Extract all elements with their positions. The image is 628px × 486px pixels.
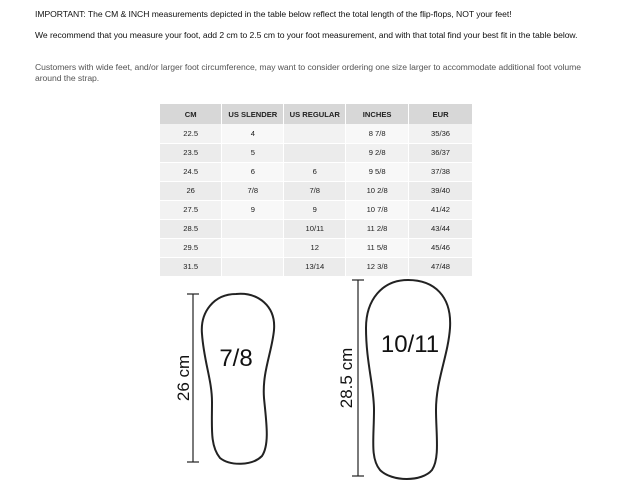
wide-feet-note: Customers with wide feet, and/or larger foot circumference, may want to consider ordering one size larger to accommodate additional foot volume around the strap. bbox=[35, 62, 581, 83]
size-label: 7/8 bbox=[219, 345, 253, 372]
cell-inches: 10 2/8 bbox=[346, 181, 409, 200]
cell-cm: 31.5 bbox=[160, 257, 222, 276]
cell-us-slender bbox=[222, 219, 284, 238]
flip-flop-sole-outline bbox=[202, 294, 274, 464]
important-note: IMPORTANT: The CM & INCH measurements depicted in the table below reflect the total length of the flip-flops, NOT your feet! bbox=[35, 9, 512, 19]
length-label: 28.5 cm bbox=[337, 347, 356, 409]
cell-eur: 35/36 bbox=[409, 124, 473, 143]
cell-us-slender: 5 bbox=[222, 143, 284, 162]
cell-eur: 43/44 bbox=[409, 219, 473, 238]
header-eur: EUR bbox=[409, 104, 473, 124]
cell-eur: 47/48 bbox=[409, 257, 473, 276]
cell-cm: 24.5 bbox=[160, 162, 222, 181]
header-inches: INCHES bbox=[346, 104, 409, 124]
cell-us-regular: 6 bbox=[284, 162, 346, 181]
cell-cm: 27.5 bbox=[160, 200, 222, 219]
foot-diagrams bbox=[0, 270, 628, 486]
table-row bbox=[160, 143, 473, 162]
table-row bbox=[160, 238, 473, 257]
cell-us-regular: 10/11 bbox=[284, 219, 346, 238]
table-row bbox=[160, 200, 473, 219]
cell-us-slender: 9 bbox=[222, 200, 284, 219]
size-table-header bbox=[160, 104, 473, 124]
table-row bbox=[160, 219, 473, 238]
cell-inches: 12 3/8 bbox=[346, 257, 409, 276]
size-label: 10/11 bbox=[380, 331, 440, 358]
cell-cm: 23.5 bbox=[160, 143, 222, 162]
cell-us-slender bbox=[222, 238, 284, 257]
cell-eur: 39/40 bbox=[409, 181, 473, 200]
cell-eur: 37/38 bbox=[409, 162, 473, 181]
cell-us-regular: 9 bbox=[284, 200, 346, 219]
cell-cm: 26 bbox=[160, 181, 222, 200]
foot-diagram-small bbox=[174, 294, 274, 464]
cell-us-slender: 6 bbox=[222, 162, 284, 181]
cell-eur: 45/46 bbox=[409, 238, 473, 257]
cell-eur: 41/42 bbox=[409, 200, 473, 219]
header-us-slender: US SLENDER bbox=[222, 104, 284, 124]
foot-diagram-large bbox=[337, 280, 450, 479]
header-us-regular: US REGULAR bbox=[284, 104, 346, 124]
header-cm: CM bbox=[160, 104, 222, 124]
table-row bbox=[160, 181, 473, 200]
cell-eur: 36/37 bbox=[409, 143, 473, 162]
cell-inches: 11 5/8 bbox=[346, 238, 409, 257]
cell-cm: 29.5 bbox=[160, 238, 222, 257]
cell-us-regular: 7/8 bbox=[284, 181, 346, 200]
flip-flop-sole-outline bbox=[366, 280, 450, 479]
cell-inches: 9 5/8 bbox=[346, 162, 409, 181]
length-label: 26 cm bbox=[174, 354, 193, 402]
cell-us-slender: 7/8 bbox=[222, 181, 284, 200]
cell-us-slender: 4 bbox=[222, 124, 284, 143]
cell-us-regular: 13/14 bbox=[284, 257, 346, 276]
recommend-note: We recommend that you measure your foot, add 2 cm to 2.5 cm to your foot measurement, and with that total find your best fit in the table below. bbox=[35, 30, 578, 40]
table-row bbox=[160, 162, 473, 181]
cell-inches: 9 2/8 bbox=[346, 143, 409, 162]
table-row bbox=[160, 124, 473, 143]
cell-cm: 28.5 bbox=[160, 219, 222, 238]
cell-inches: 11 2/8 bbox=[346, 219, 409, 238]
cell-inches: 10 7/8 bbox=[346, 200, 409, 219]
cell-inches: 8 7/8 bbox=[346, 124, 409, 143]
cell-us-regular bbox=[284, 124, 346, 143]
cell-cm: 22.5 bbox=[160, 124, 222, 143]
cell-us-regular: 12 bbox=[284, 238, 346, 257]
cell-us-regular bbox=[284, 143, 346, 162]
size-table bbox=[160, 104, 473, 277]
